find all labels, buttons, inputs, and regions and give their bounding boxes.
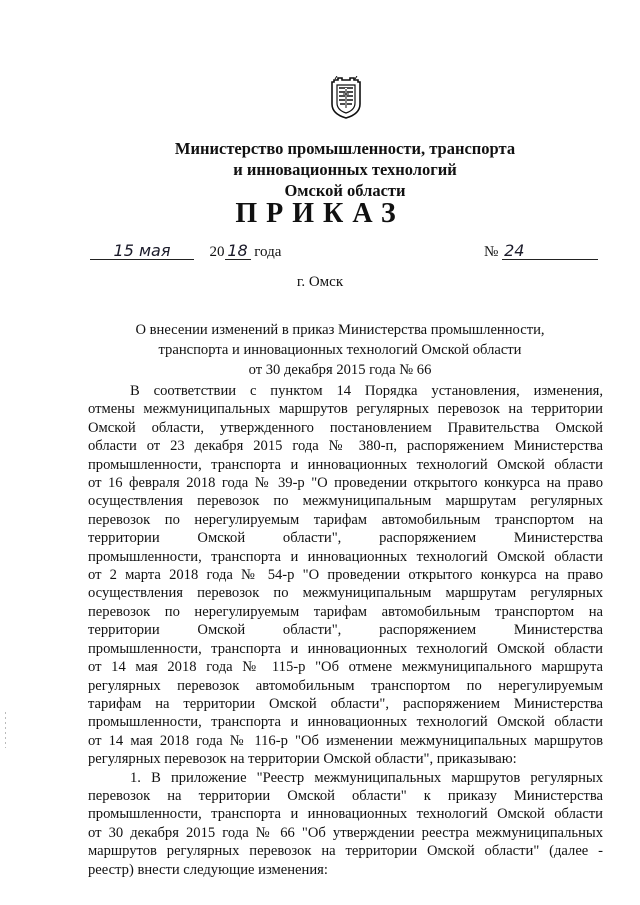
body-line: регулярных перевозок на территории Омской области", приказываю:: [88, 751, 517, 768]
body-line: территории Омской области", распоряжением Министерства: [88, 622, 603, 639]
body-line: тарифам на территории Омской области", распоряжением Министерства: [88, 695, 603, 712]
year-prefix: 20: [209, 244, 225, 260]
margin-scan-mark: [4, 712, 7, 748]
order-number: [484, 243, 598, 261]
body-line: промышленности, транспорта и инновационных технологий Омской области: [88, 714, 603, 731]
document-type-title: ПРИКАЗ: [235, 198, 405, 229]
body-line: от 14 мая 2018 года № 116-р "Об изменении межмуниципальных маршрутов: [88, 732, 603, 749]
body-line: 1. В приложение "Реестр межмуниципальных маршрутов регулярных: [130, 769, 603, 786]
body-line: от 2 марта 2018 года № 54-р "О проведении открытого конкурса на право: [88, 567, 603, 584]
body-line: перевозок по нерегулируемым тарифам автомобильным транспортом на: [88, 603, 603, 620]
city-name: г. Омск: [296, 274, 344, 290]
ministry-name: [160, 138, 530, 201]
handwritten-order-number: 24: [502, 243, 598, 260]
ministry-line-2: и инновационных технологий: [233, 160, 457, 179]
body-line: территории Омской области", распоряжением Министерства: [88, 530, 603, 547]
body-line: регулярных перевозок автомобильным транспортом по нерегулируемым: [88, 677, 603, 694]
body-line: промышленности, транспорта и инновационных технологий Омской области: [88, 548, 603, 565]
body-line: перевозок по нерегулируемым тарифам автомобильным транспортом на: [88, 511, 603, 528]
number-sign: №: [484, 244, 499, 260]
body-line: промышленности, транспорта и инновационных технологий Омской области: [88, 456, 603, 473]
year-word: года: [254, 244, 282, 260]
body-line: от 14 мая 2018 года № 115-р "Об отмене межмуниципального маршрута: [88, 659, 603, 676]
order-subject: [100, 320, 580, 380]
handwritten-day-month: 15 мая: [90, 243, 194, 260]
body-line: В соответствии с пунктом 14 Порядка установления, изменения,: [130, 383, 603, 399]
order-body: [88, 382, 603, 879]
body-line: реестр) внести следующие изменения:: [88, 861, 328, 878]
body-line: промышленности, транспорта и инновационных технологий Омской области: [88, 806, 603, 823]
ministry-line-1: Министерство промышленности, транспорта: [174, 139, 516, 158]
body-line: области от 23 декабря 2015 года № 380-п, распоряжением Министерства: [88, 438, 603, 455]
body-line: Омской области, утвержденного постановлением Правительства Омской: [88, 419, 603, 436]
handwritten-year-suffix: 18: [225, 243, 251, 260]
body-line: перевозок на территории Омской области" к приказу Министерства: [88, 787, 603, 804]
omsk-region-coat-of-arms-icon: [328, 76, 364, 120]
body-line: промышленности, транспорта и инновационных технологий Омской области: [88, 640, 603, 657]
ministry-line-3: Омской области: [284, 181, 406, 200]
subject-line-1: О внесении изменений в приказ Министерства промышленности,: [135, 322, 545, 338]
body-line: отмены межмуниципальных маршрутов регулярных перевозок на территории: [88, 401, 603, 418]
subject-line-3: от 30 декабря 2015 года № 66: [248, 362, 432, 378]
subject-line-2: транспорта и инновационных технологий Омской области: [158, 342, 522, 358]
body-line: осуществления перевозок по межмуниципальным маршрутам регулярных: [88, 585, 603, 602]
body-line: маршрутов регулярных перевозок на территории Омской области" (далее -: [88, 843, 603, 860]
body-line: от 16 февраля 2018 года № 39-р "О проведении открытого конкурса на право: [88, 475, 603, 492]
body-line: от 30 декабря 2015 года № 66 "Об утверждении реестра межмуниципальных: [88, 824, 603, 841]
order-date: [90, 243, 281, 261]
body-line: осуществления перевозок по межмуниципальным маршрутам регулярных: [88, 493, 603, 510]
